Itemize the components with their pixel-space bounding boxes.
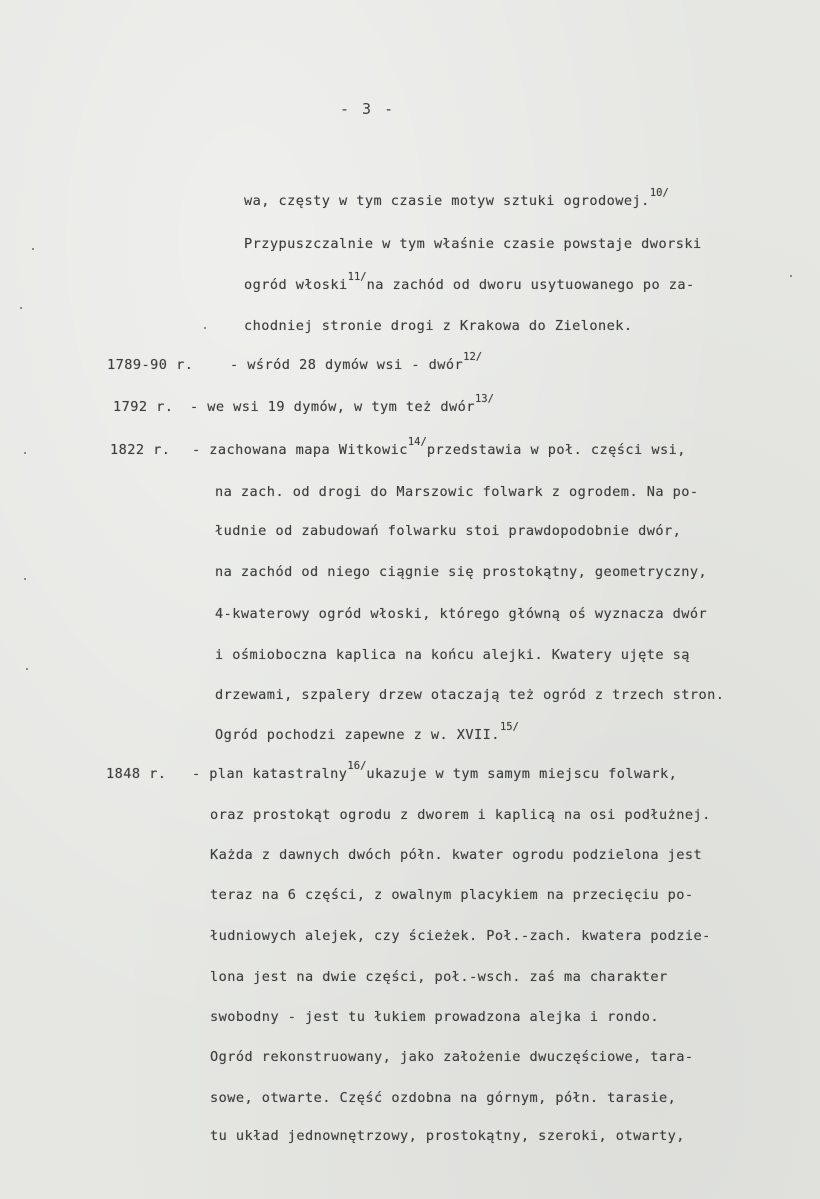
text-line: łudniowych alejek, czy ścieżek. Poł.-zach. kwatera podzie- — [210, 928, 711, 944]
paper-speck — [32, 248, 34, 250]
text-line: Ogród rekonstruowany, jako założenie dwuczęściowe, tara- — [210, 1049, 694, 1065]
text-line: Ogród pochodzi zapewne z w. XVII.$^{15/}$ — [215, 721, 519, 743]
text-line: i ośmioboczna kaplica na końcu alejki. Kwatery ujęte są — [215, 647, 690, 663]
paper-speck — [24, 578, 26, 580]
footnote-ref: 12/ — [463, 351, 483, 363]
text-line: tu układ jednownętrzowy, prostokątny, szeroki, otwarty, — [210, 1128, 685, 1144]
paper-speck — [20, 307, 22, 309]
paper-speck — [26, 668, 28, 670]
paper-speck — [790, 275, 792, 277]
footnote-ref: 14/ — [407, 436, 427, 448]
footnote-ref: 10/ — [649, 187, 669, 199]
paper-speck — [24, 452, 26, 454]
text-line: wa, częsty w tym czasie motyw sztuki ogrodowej.$^{10/}$ — [244, 187, 669, 209]
footnote-ref: 15/ — [499, 721, 519, 733]
page-number: - 3 - — [340, 100, 396, 118]
footnote-ref: 13/ — [474, 393, 494, 405]
text-line: - zachowana mapa Witkowic$^{14/}$przedstawia w poł. części wsi, — [192, 436, 686, 458]
text-line: - plan katastralny$^{16/}$ukazuje w tym samym miejscu folwark, — [192, 760, 678, 782]
text-line: drzewami, szpalery drzew otaczają też ogród z trzech stron. — [215, 687, 725, 703]
text-line: Każda z dawnych dwóch półn. kwater ogrodu podzielona jest — [210, 847, 703, 863]
footnote-ref: 16/ — [347, 760, 367, 772]
text-line: chodniej stronie drogi z Krakowa do Zielonek. — [244, 318, 633, 334]
text-line: Przypuszczalnie w tym właśnie czasie powstaje dworski — [244, 236, 702, 252]
text-line: - we wsi 19 dymów, w tym też dwór$^{13/}$ — [190, 393, 494, 415]
year-label: 1792 r. — [113, 399, 174, 415]
text-line: na zach. od drogi do Marszowic folwark z ogrodem. Na po- — [215, 484, 699, 500]
text-line: - wśród 28 dymów wsi - dwór$^{12/}$ — [230, 351, 483, 373]
text-line: łudnie od zabudowań folwarku stoi prawdopodobnie dwór, — [215, 523, 682, 539]
text-line: teraz na 6 części, z owalnym placykiem na przecięciu po- — [210, 887, 694, 903]
text-line: ogród włoski$^{11/}$na zachód od dworu usytuowanego po za- — [244, 271, 695, 293]
text-line: na zachód od niego ciągnie się prostokątny, geometryczny, — [215, 564, 708, 580]
footnote-ref: 11/ — [347, 271, 367, 283]
paper-speck — [204, 327, 206, 329]
year-label: 1848 r. — [106, 766, 167, 782]
text-line: 4-kwaterowy ogród włoski, którego główną oś wyznacza dwór — [215, 606, 708, 622]
text-line: oraz prostokąt ogrodu z dworem i kaplicą na osi podłużnej. — [210, 807, 711, 823]
year-label: 1789-90 r. — [107, 357, 194, 373]
year-label: 1822 r. — [110, 442, 171, 458]
text-line: swobodny - jest tu łukiem prowadzona alejka i rondo. — [210, 1009, 659, 1025]
text-line: lona jest na dwie części, poł.-wsch. zaś ma charakter — [210, 969, 668, 985]
text-line: sowe, otwarte. Część ozdobna na górnym, półn. tarasie, — [210, 1090, 677, 1106]
